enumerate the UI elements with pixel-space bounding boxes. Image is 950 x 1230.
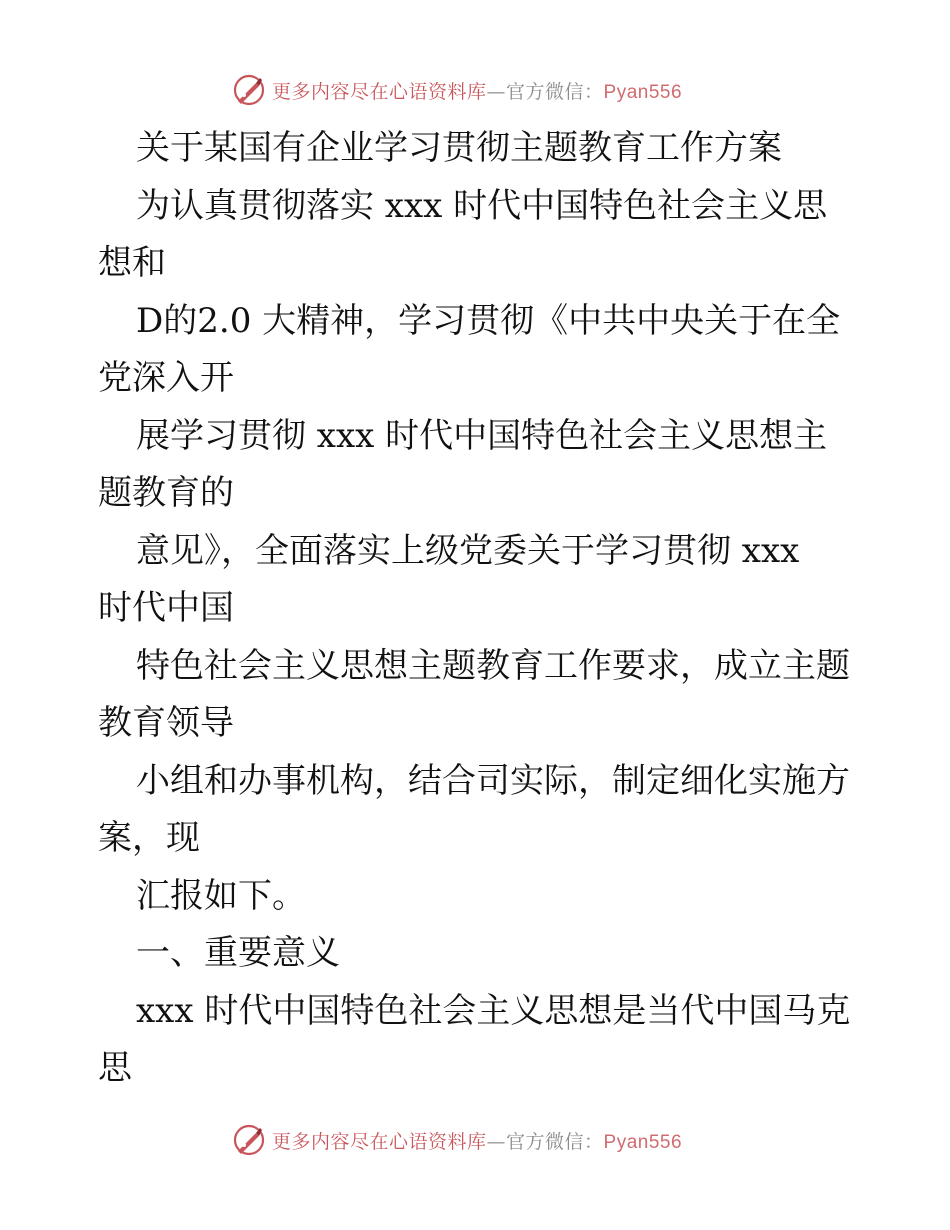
watermark-wechat-label: 官方微信： <box>506 80 604 103</box>
watermark-separator: — <box>486 1130 507 1153</box>
paragraph-line: 题教育的 <box>98 473 234 513</box>
paragraph-line: 意见》，全面落实上级党委关于学习贯彻 xxx <box>136 530 800 571</box>
paragraph-line: 思 <box>98 1048 132 1088</box>
top-watermark-banner <box>232 70 682 110</box>
paragraph-line: D的2.0 大精神，学习贯彻《中共中央关于在全 <box>136 300 841 341</box>
watermark-brand: 更多内容尽在心语资料库 <box>272 1130 487 1153</box>
watermark-text <box>272 77 682 104</box>
paragraph-line: 党深入开 <box>98 358 234 398</box>
document-title: 关于某国有企业学习贯彻主题教育工作方案 <box>136 128 782 168</box>
watermark-wechat-id: Pyan556 <box>603 81 683 103</box>
paragraph-line: 小组和办事机构，结合司实际，制定细化实施方 <box>136 760 850 801</box>
paragraph-line: xxx 时代中国特色社会主义思想是当代中国马克 <box>136 990 851 1031</box>
watermark-text <box>272 1127 682 1154</box>
document-body <box>98 120 868 1098</box>
paragraph-line: 时代中国 <box>98 588 234 628</box>
paragraph-line: 特色社会主义思想主题教育工作要求，成立主题 <box>136 645 850 686</box>
watermark-brand: 更多内容尽在心语资料库 <box>272 80 487 103</box>
paragraph-line: 案，现 <box>98 818 200 858</box>
watermark-wechat-id: Pyan556 <box>603 1131 683 1153</box>
pen-logo-icon <box>232 73 266 107</box>
bottom-watermark-banner <box>232 1120 682 1160</box>
watermark-wechat-label: 官方微信： <box>506 1130 604 1153</box>
pen-logo-icon <box>232 1123 266 1157</box>
paragraph-line: 汇报如下。 <box>136 875 306 916</box>
paragraph-line: 展学习贯彻 xxx 时代中国特色社会主义思想主 <box>136 415 828 456</box>
paragraph-line: 教育领导 <box>98 703 234 743</box>
paragraph-line: 想和 <box>98 243 166 283</box>
paragraph-line: 为认真贯彻落实 xxx 时代中国特色社会主义思 <box>136 185 828 226</box>
watermark-separator: — <box>486 80 507 103</box>
section-heading: 一、重要意义 <box>136 933 340 973</box>
